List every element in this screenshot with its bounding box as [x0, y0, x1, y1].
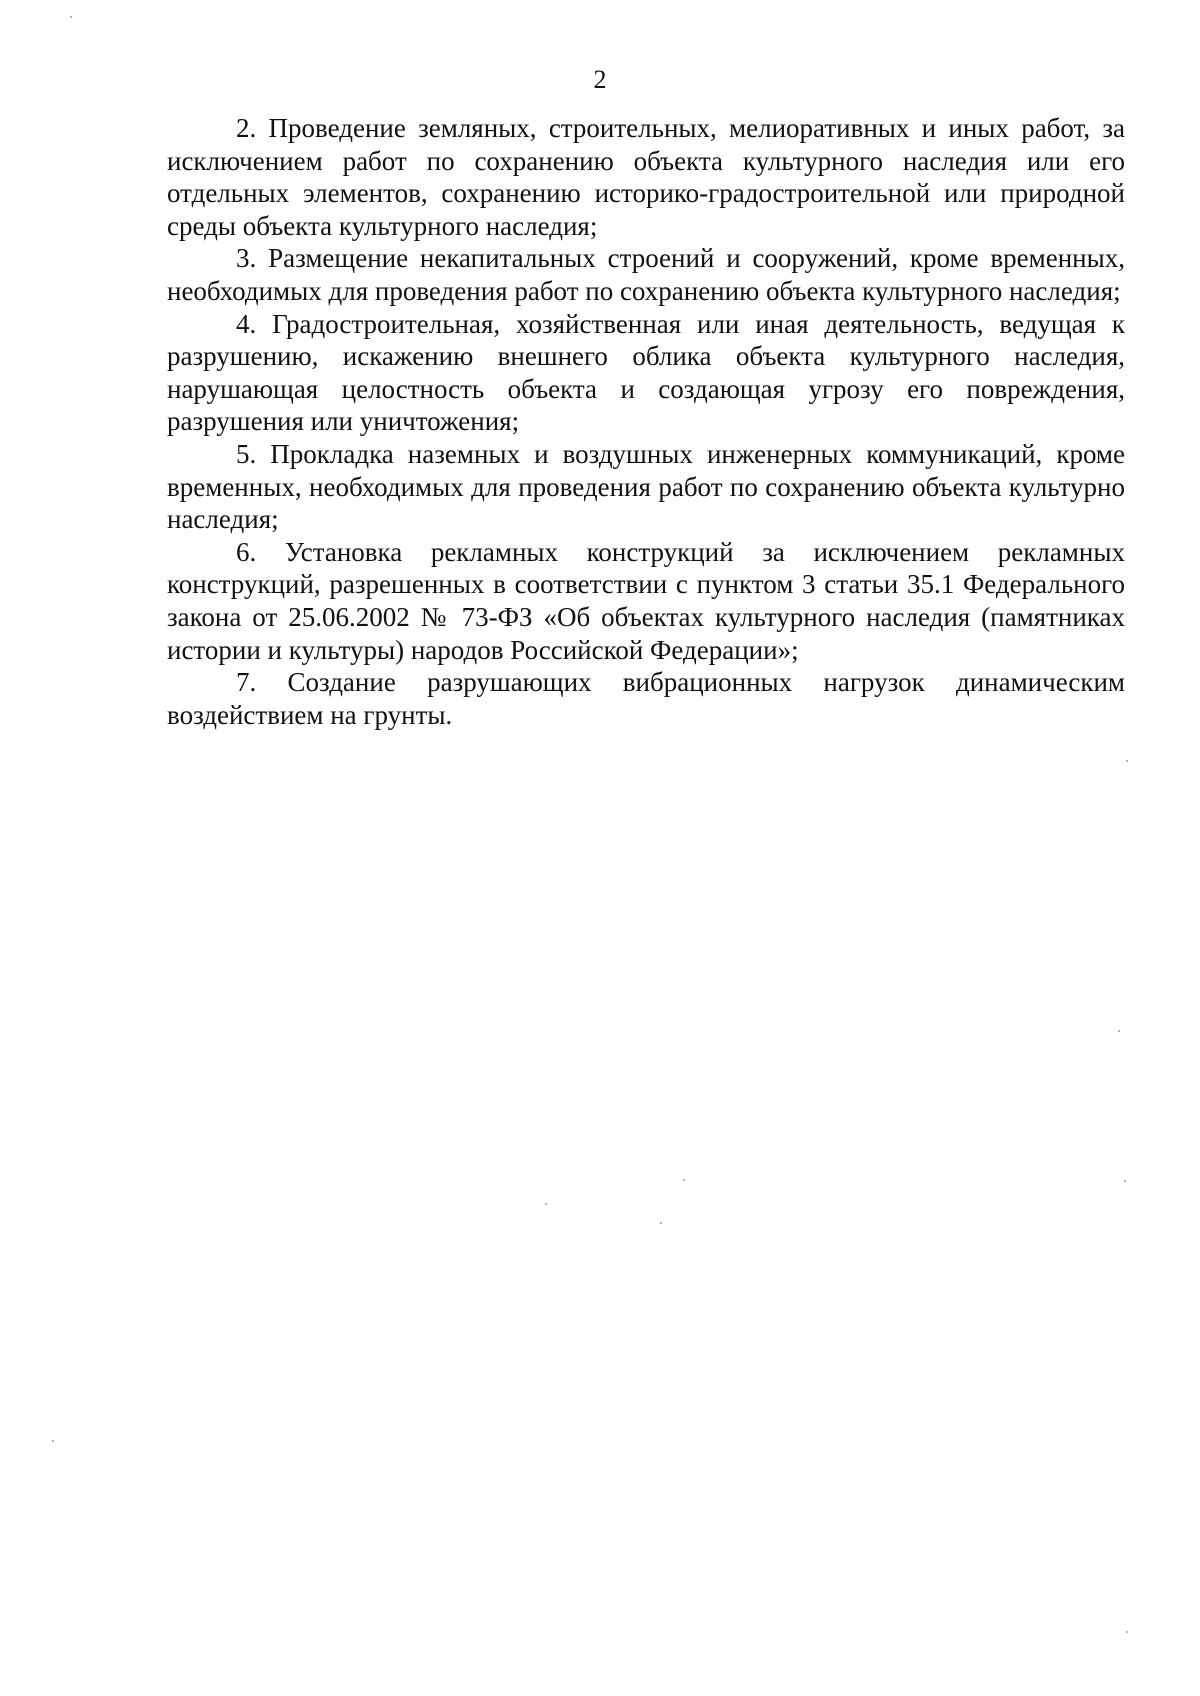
- scan-speck: [660, 1222, 662, 1224]
- document-body: [167, 112, 1125, 731]
- page-number: 2: [593, 65, 607, 94]
- scan-speck: [70, 16, 72, 18]
- paragraph-item-2: 2. Проведение земляных, строительных, мелиоративных и иных работ, за исключением работ по сохранению объекта культурного наследия или его отдельных элементов, сохранению историко-градостроительной или природной среды объекта культурного наследия;: [167, 113, 1125, 241]
- paragraph-item-7: 7. Создание разрушающих вибрационных нагрузок динамическим воздействием на грунты.: [167, 667, 1125, 730]
- scan-speck: [1126, 1631, 1128, 1633]
- paragraph-item-6: 6. Установка рекламных конструкций за исключением рекламных конструкций, разрешенных в соответствии с пунктом 3 статьи 35.1 Федерального закона от 25.06.2002 № 73-ФЗ «Об объектах культурного наследия (памятниках истории и культуры) народов Российской Федерации»;: [167, 536, 1125, 665]
- paragraph-item-3: 3. Размещение некапитальных строений и сооружений, кроме временных, необходимых для проведения работ по сохранению объекта культурного наследия;: [167, 243, 1125, 306]
- paragraph-item-4: 4. Градостроительная, хозяйственная или иная деятельность, ведущая к разрушению, искажению внешнего облика объекта культурного наследия, нарушающая целостность объекта и создающая угрозу его повреждения, разрушения или уничтожения;: [167, 308, 1125, 437]
- paragraph-item-5: 5. Прокладка наземных и воздушных инженерных коммуникаций, кроме временных, необходимых для проведения работ по сохранению объекта культурно наследия;: [167, 438, 1125, 535]
- scan-speck: [52, 1440, 54, 1442]
- scan-speck: [683, 1179, 685, 1181]
- scan-speck: [1126, 760, 1128, 762]
- scan-speck: [545, 1203, 547, 1205]
- scan-speck: [1118, 1030, 1120, 1032]
- scan-speck: [1124, 1180, 1126, 1182]
